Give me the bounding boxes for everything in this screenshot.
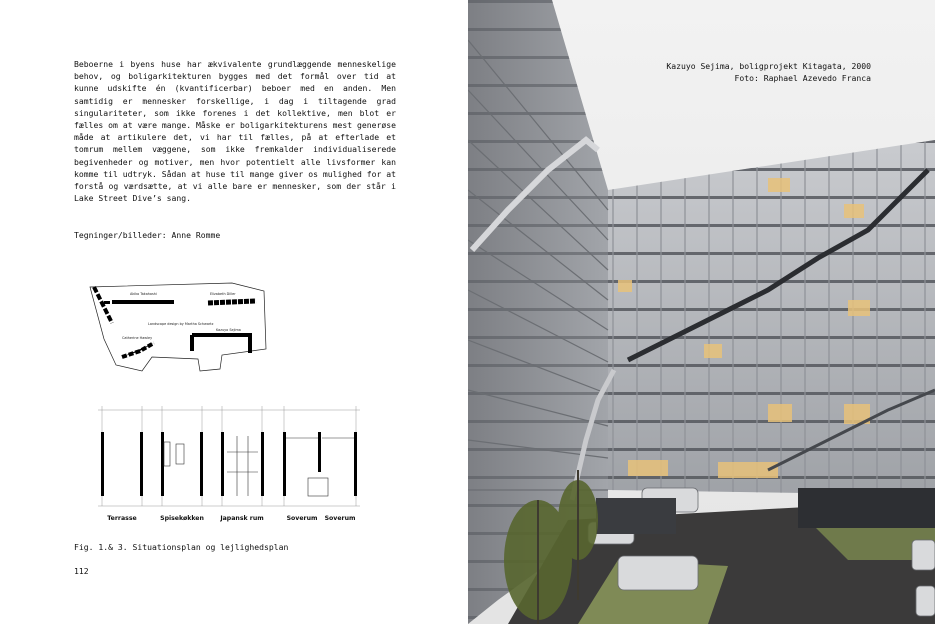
label-kazuyo: Kazuyo Sejima <box>216 328 241 332</box>
label-landscape: Landscape design by Martha Schwartz <box>148 322 214 326</box>
label-akiko: Akiko Takahashi <box>130 292 157 296</box>
plan-label-soverum-2: Soverum <box>324 515 356 522</box>
right-page <box>468 0 935 624</box>
car <box>912 540 935 570</box>
plan-label-terrasse: Terrasse <box>107 515 137 522</box>
photo-credit-line-1: Kazuyo Sejima, boligprojekt Kitagata, 2000 <box>666 61 871 71</box>
wall <box>283 432 286 496</box>
kitchen-counter <box>164 442 170 466</box>
building-akiko-short <box>104 301 110 304</box>
site-plan-drawing <box>82 279 272 375</box>
wall <box>161 432 164 496</box>
kitchen-island <box>176 444 184 464</box>
body-text: Beboerne i byens huse har ækvivalente grundlæggende menneskelige behov, og boligarkitekturen bygges med det formål over tid at kunne udskifte én (kvantificerbar) beboer med en anden. Men samtidig er mennesker forskellige, i dag i tiltagende grad singulariteter, som ikke forenes i det kollektive, men blot er fælles om at være mange. Måske er boligarkitekturens mest generøse måde at artikulere det, vi har til fælles, på at efterlade et tomrum mellem væggene, som ikke fremkalder individualiserede begivenheder og motiver, men hvor potentielt alle livsformer kan komme til udtryk. Sådan at huse til mange giver os mulighed for at forstå og værdsætte, at vi alle bare er mennesker, som der står i Lake Street Dive’s sang. <box>74 59 396 204</box>
plan-label-japansk-rum: Japansk rum <box>220 515 264 522</box>
building-akiko <box>112 300 174 304</box>
plan-label-soverum-1: Soverum <box>286 515 318 522</box>
wall <box>200 432 203 496</box>
figure-caption: Fig. 1.& 3. Situationsplan og lejlighedsplan <box>74 542 289 552</box>
wall <box>318 432 321 472</box>
apartment-floor-plans <box>98 402 368 528</box>
plan-label-spisekokken: Spisekøkken <box>160 515 204 522</box>
wall <box>354 432 357 496</box>
photo-credit-line-2: Foto: Raphael Azevedo Franca <box>734 73 871 84</box>
wall <box>261 432 264 496</box>
car <box>916 586 935 616</box>
wardrobe <box>308 478 328 496</box>
wall <box>140 432 143 496</box>
label-elizabeth: Elizabeth Diller <box>210 292 236 296</box>
site-outline <box>90 283 266 371</box>
page-number: 112 <box>74 566 89 576</box>
building-photo <box>468 0 935 624</box>
wall <box>101 432 104 496</box>
image-credits: Tegninger/billeder: Anne Romme <box>74 230 221 240</box>
car <box>618 556 698 590</box>
wall <box>221 432 224 496</box>
label-christine: Catherine Hawley <box>122 336 153 340</box>
truck <box>596 498 676 534</box>
photo-credit <box>666 60 871 84</box>
